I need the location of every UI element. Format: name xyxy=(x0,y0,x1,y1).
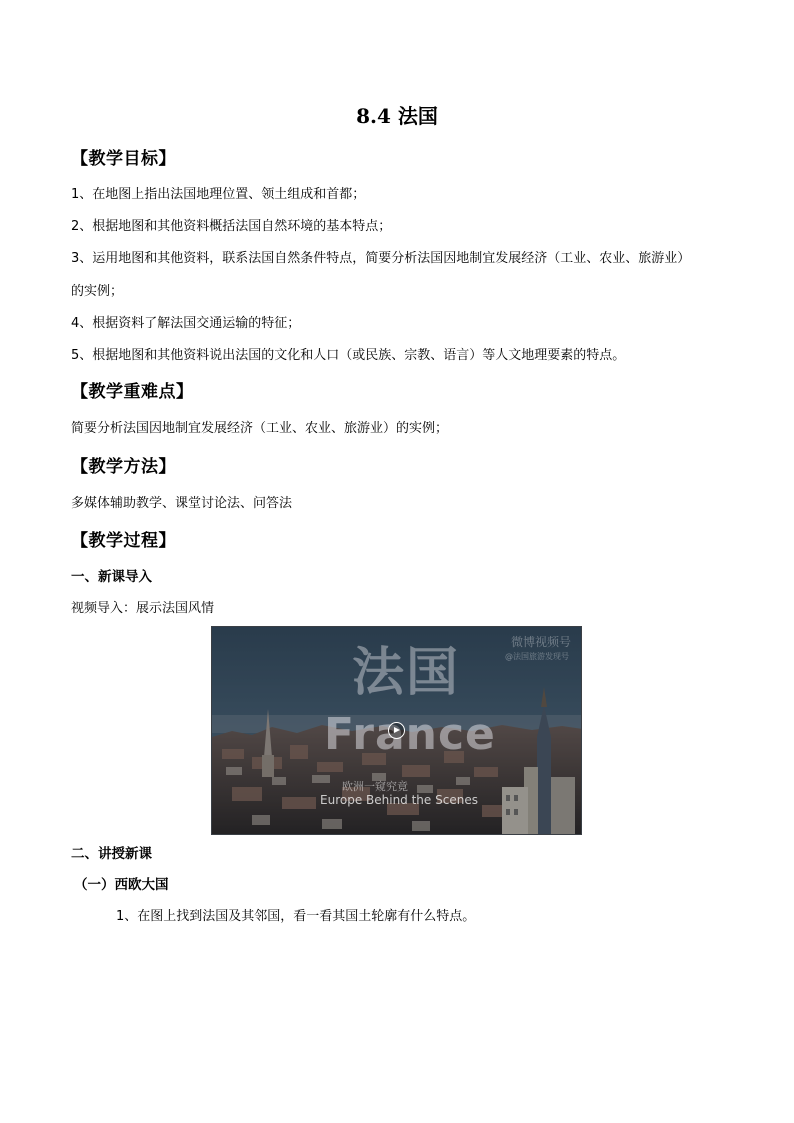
key-points-heading: 【教学重难点】 xyxy=(71,382,194,402)
video-watermark: 微博视频号 xyxy=(510,635,571,649)
video-title-cn: 法国 xyxy=(352,643,461,703)
objective-item-2: 2、根据地图和其他资料概括法国自然环境的基本特点； xyxy=(71,219,392,234)
objective-item-3-cont: 的实例； xyxy=(71,284,124,299)
page-title: 8.4 法国 xyxy=(356,104,438,128)
play-icon[interactable] xyxy=(388,722,405,739)
video-thumbnail[interactable] xyxy=(211,626,582,835)
objective-item-1: 1、在地图上指出法国地理位置、领土组成和首都； xyxy=(71,187,366,202)
objective-item-4: 4、根据资料了解法国交通运输的特征； xyxy=(71,316,301,331)
lesson-item-1: 1、在图上找到法国及其邻国，看一看其国土轮廓有什么特点。 xyxy=(116,909,476,924)
new-lesson-heading: 二、讲授新课 xyxy=(71,846,152,862)
intro-heading: 一、新课导入 xyxy=(71,569,152,585)
methods-text: 多媒体辅助教学、课堂讨论法、问答法 xyxy=(71,496,293,511)
video-subtitle-en: Europe Behind the Scenes xyxy=(320,793,478,807)
process-heading: 【教学过程】 xyxy=(71,531,176,551)
objective-item-5: 5、根据地图和其他资料说出法国的文化和人口（或民族、宗教、语言）等人文地理要素的特点。 xyxy=(71,348,626,363)
western-europe-heading: （一）西欧大国 xyxy=(74,877,169,893)
video-subtitle-cn: 欧洲一窥究竟 xyxy=(342,780,408,793)
objective-item-3: 3、运用地图和其他资料，联系法国自然条件特点，简要分析法国因地制宜发展经济（工业、农业、旅游业） xyxy=(71,251,691,266)
key-points-text: 简要分析法国因地制宜发展经济（工业、农业、旅游业）的实例； xyxy=(71,421,449,436)
video-title-en: France xyxy=(324,709,496,760)
objectives-heading: 【教学目标】 xyxy=(71,149,176,169)
methods-heading: 【教学方法】 xyxy=(71,457,176,477)
intro-text: 视频导入：展示法国风情 xyxy=(71,601,215,616)
video-watermark-sub: @法国旅游发现号 xyxy=(505,652,569,661)
